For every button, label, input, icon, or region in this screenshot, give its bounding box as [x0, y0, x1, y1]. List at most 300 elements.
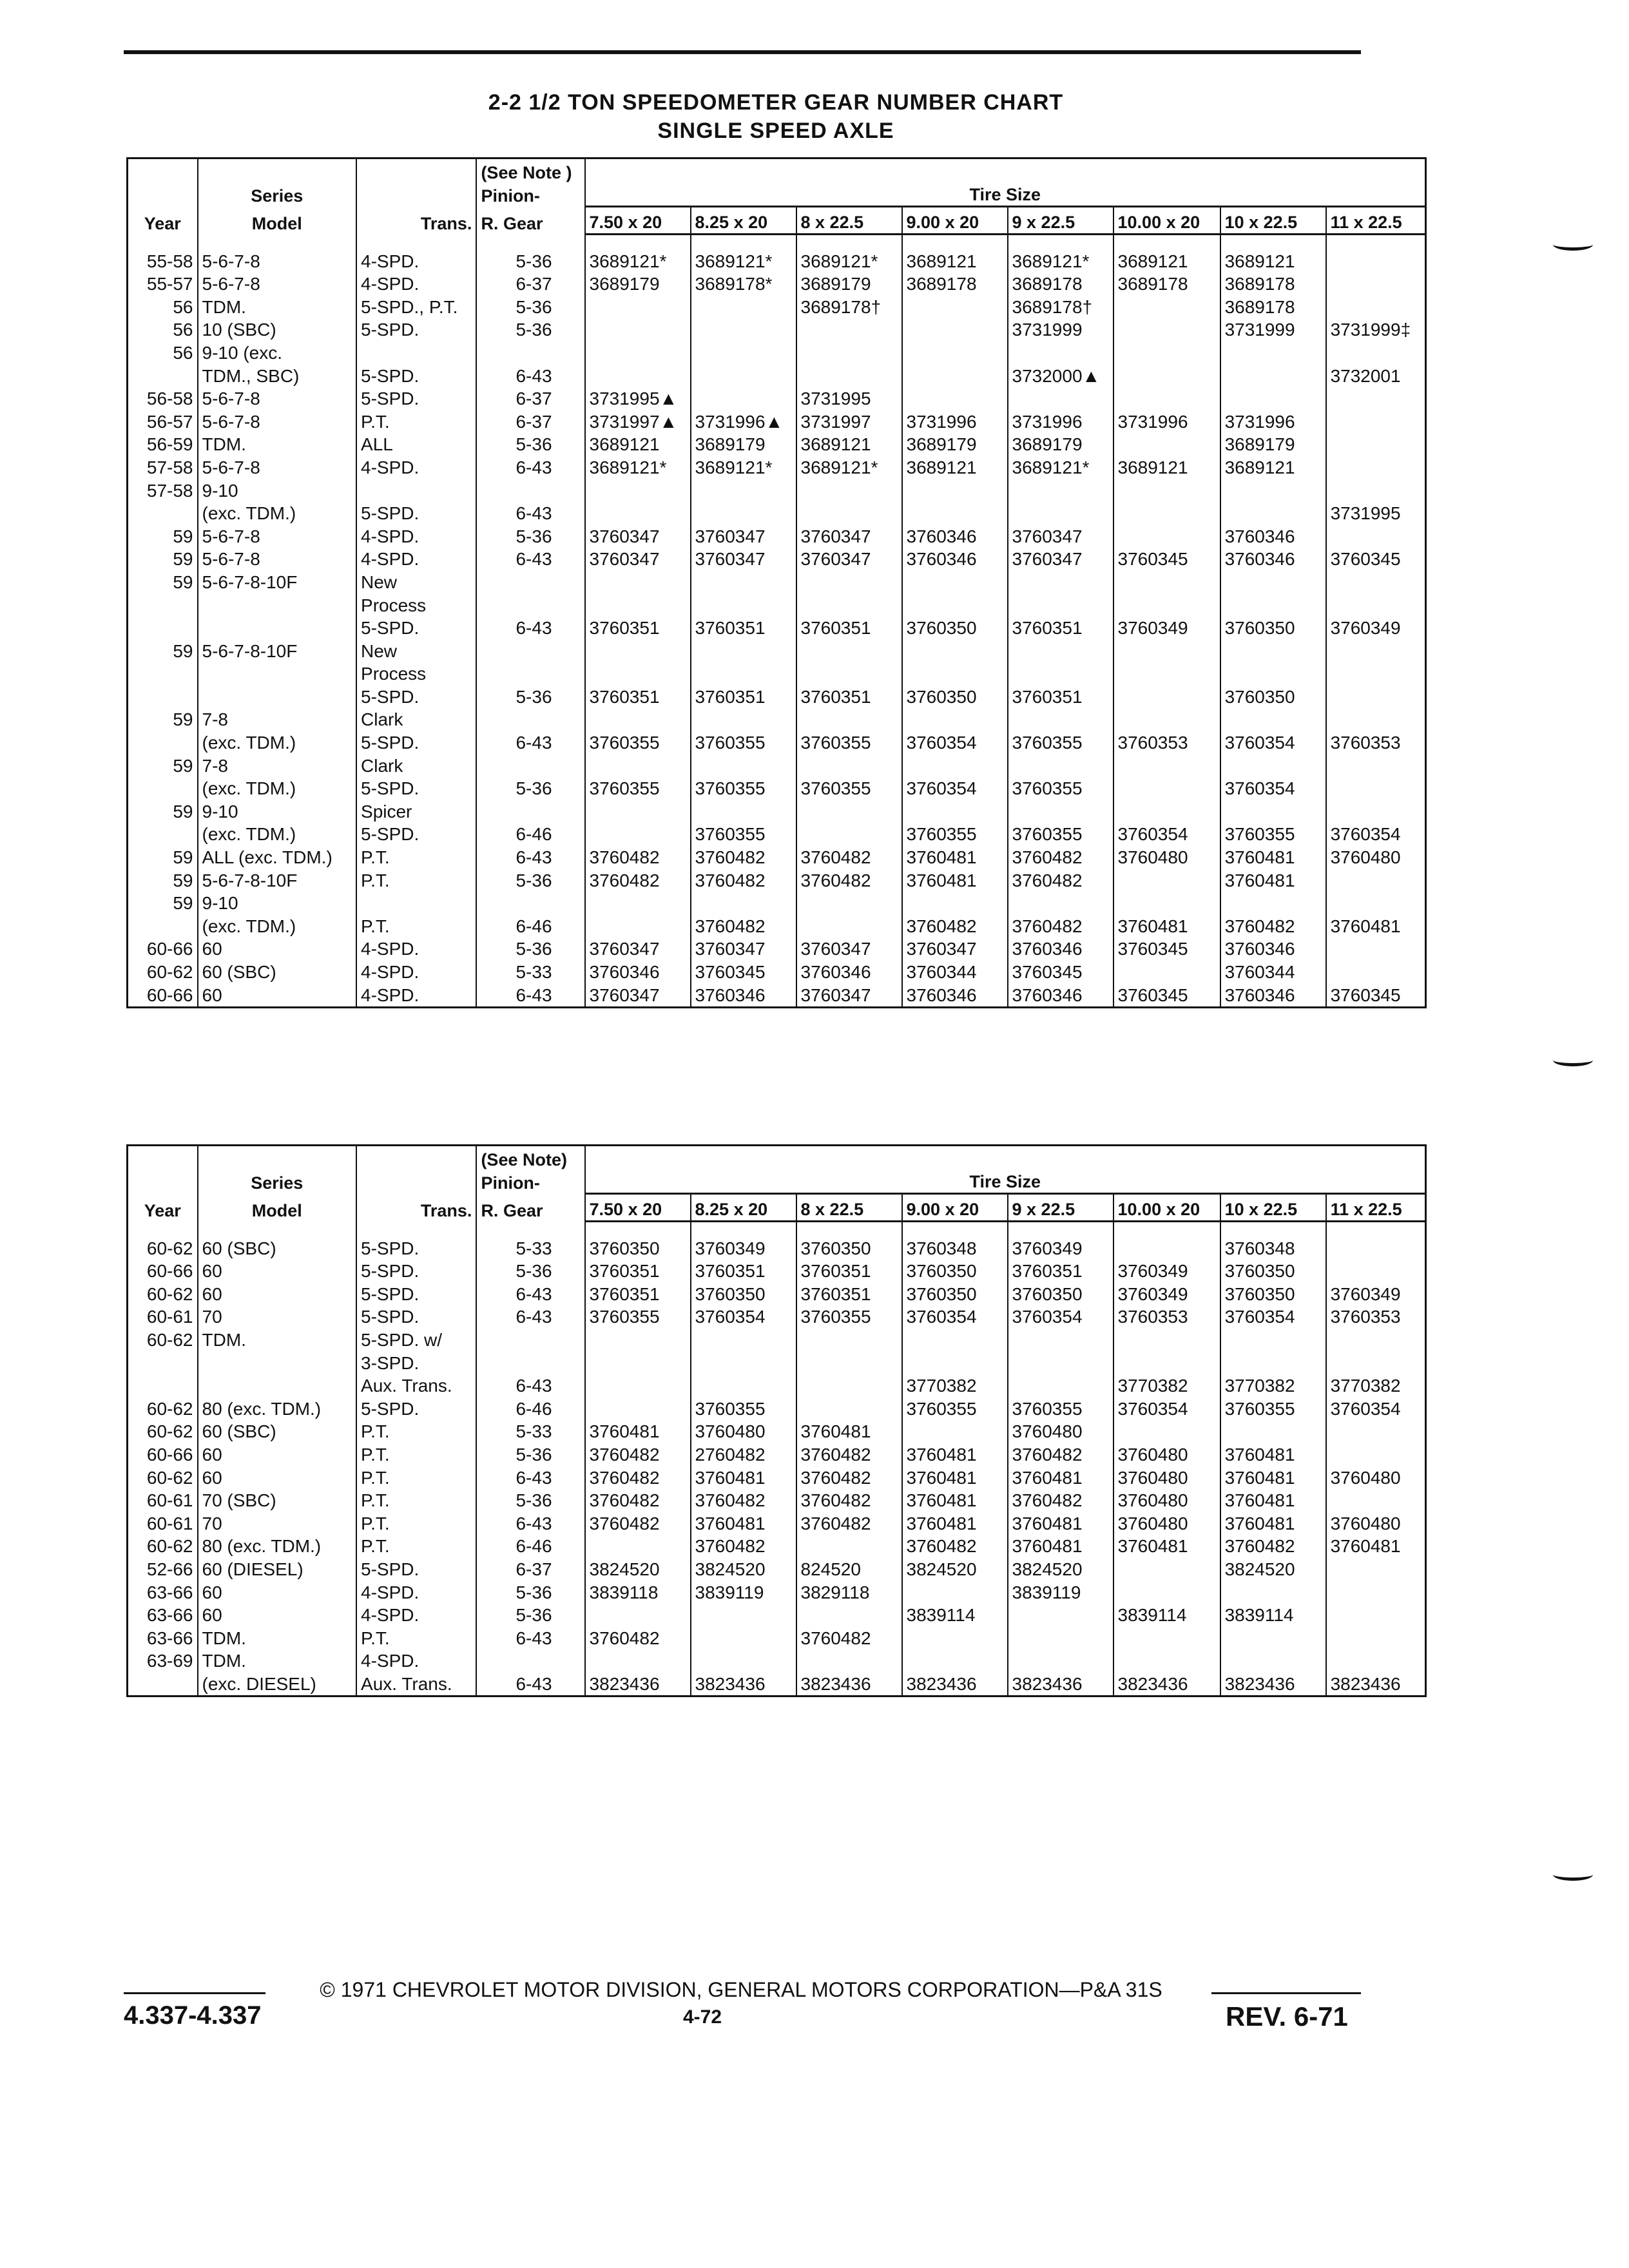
part-number-cell	[585, 708, 691, 731]
part-number-cell: 3760480	[1113, 1512, 1220, 1535]
part-number-cell	[902, 502, 1008, 525]
trans-cell	[356, 341, 476, 364]
tire-col-header: 7.50 x 20	[585, 1194, 691, 1222]
part-number-cell: 3760350	[1220, 617, 1326, 640]
part-number-cell: 3760355	[1220, 823, 1326, 846]
part-number-cell: 3760350	[1008, 1282, 1113, 1305]
table-row	[128, 593, 1426, 617]
model-cell: 9-10	[198, 892, 357, 915]
gear-ratio-cell: 6-43	[476, 617, 584, 640]
part-number-cell: 3760345	[1113, 548, 1220, 571]
part-number-cell	[1220, 708, 1326, 731]
part-number-cell: 3689178	[1220, 273, 1326, 296]
part-number-cell	[1326, 1420, 1426, 1443]
part-number-cell: 3770382	[1330, 1376, 1401, 1396]
trans-cell	[356, 892, 476, 915]
part-number-cell	[796, 593, 902, 617]
table-row	[128, 754, 1426, 777]
trans-cell: 5-SPD.	[356, 1236, 476, 1260]
trans-cell: Clark	[356, 754, 476, 777]
part-number-cell	[902, 1626, 1008, 1649]
part-number-cell: 3689121*	[796, 456, 902, 479]
part-number-cell	[1220, 387, 1326, 410]
part-number-cell: 3829118	[796, 1581, 902, 1604]
part-number-cell: 3760349	[1113, 617, 1220, 640]
gear-ratio-cell: 5-36	[476, 1489, 584, 1512]
part-number-cell: 3760355	[585, 731, 691, 754]
part-number-cell: 3760350	[585, 1236, 691, 1260]
page-title: 2-2 1/2 TON SPEEDOMETER GEAR NUMBER CHART	[488, 90, 1064, 115]
part-number-cell: 3689179	[691, 433, 796, 456]
model-cell: 70	[198, 1512, 357, 1535]
r-gear-header: R. Gear	[476, 1194, 584, 1222]
model-cell: 60	[198, 1443, 357, 1466]
trans-cell: 5-SPD.	[356, 777, 476, 800]
table-row	[128, 617, 1426, 640]
part-number-cell: 3760355	[691, 777, 796, 800]
gear-ratio-cell: 6-43	[476, 1672, 584, 1696]
tire-header-row	[128, 207, 1426, 235]
tire-size-header: Tire Size	[969, 185, 1041, 204]
part-number-cell: 3760482	[691, 1489, 796, 1512]
part-number-cell: 3760347	[796, 524, 902, 548]
table-row	[128, 502, 1426, 525]
table-row	[128, 1489, 1426, 1512]
trans-cell: 5-SPD.	[356, 823, 476, 846]
trans-cell: New	[356, 570, 476, 593]
part-number-cell	[1113, 433, 1220, 456]
trans-cell: 5-SPD.	[356, 1260, 476, 1283]
part-number-cell	[1220, 1328, 1326, 1351]
gear-ratio-cell: 5-36	[476, 1581, 584, 1604]
part-number-cell: 3760354	[1330, 1398, 1401, 1419]
part-number-cell	[1113, 777, 1220, 800]
table-row	[128, 708, 1426, 731]
year-cell: 60-66	[128, 1260, 198, 1283]
part-number-cell	[1326, 1557, 1426, 1581]
table-row	[128, 1351, 1426, 1374]
part-number-cell	[1113, 570, 1220, 593]
part-number-cell	[796, 708, 902, 731]
part-number-cell	[585, 662, 691, 686]
part-number-cell: 3689179	[902, 433, 1008, 456]
table-row	[128, 479, 1426, 502]
gear-ratio-cell: 6-46	[476, 823, 584, 846]
gear-ratio-cell: 5-33	[476, 960, 584, 983]
part-number-cell: 3760481	[691, 1466, 796, 1489]
part-number-cell	[691, 1374, 796, 1398]
part-number-cell: 3760481	[902, 1489, 1008, 1512]
trans-cell: 5-SPD.	[356, 731, 476, 754]
part-number-cell	[1008, 387, 1113, 410]
year-cell	[128, 823, 198, 846]
year-cell: 57-58	[128, 479, 198, 502]
table-row	[128, 433, 1426, 456]
trans-cell: 5-SPD.	[356, 1305, 476, 1329]
part-number-cell: 3760345	[1113, 983, 1220, 1007]
table-row	[128, 937, 1426, 961]
part-number-cell: 3760350	[1220, 1260, 1326, 1283]
year-cell	[128, 1672, 198, 1696]
year-cell: 59	[128, 892, 198, 915]
part-number-cell: 3760355	[796, 777, 902, 800]
part-number-cell: 3824520	[585, 1557, 691, 1581]
part-number-cell: 3760350	[902, 617, 1008, 640]
year-cell: 63-66	[128, 1604, 198, 1627]
tire-col-header: 8 x 22.5	[796, 1194, 902, 1222]
part-number-cell	[902, 593, 1008, 617]
gear-ratio-cell: 6-37	[476, 1557, 584, 1581]
part-number-cell	[902, 1649, 1008, 1673]
part-number-cell	[1008, 1626, 1113, 1649]
part-number-cell	[796, 639, 902, 662]
see-note-header: (See Note )	[476, 159, 584, 184]
gear-ratio-cell	[476, 662, 584, 686]
trans-cell: 5-SPD.	[356, 502, 476, 525]
part-number-cell	[1326, 662, 1426, 686]
part-number-cell: 3823436	[1008, 1672, 1113, 1696]
table-row	[128, 777, 1426, 800]
part-number-cell: 3760481	[691, 1512, 796, 1535]
part-number-cell: 3824520	[902, 1557, 1008, 1581]
trans-cell: Clark	[356, 708, 476, 731]
part-number-cell: 3824520	[691, 1557, 796, 1581]
table-2-body	[128, 1222, 1426, 1696]
part-number-cell: 3760347	[585, 983, 691, 1007]
part-number-cell	[1326, 960, 1426, 983]
part-number-cell: 3760354	[1008, 1305, 1113, 1329]
part-number-cell: 3760481	[1008, 1512, 1113, 1535]
part-number-cell	[1326, 800, 1426, 823]
trans-cell: 5-SPD.	[356, 1282, 476, 1305]
part-number-cell: 3760481	[1008, 1535, 1113, 1558]
part-number-cell: 3760481	[585, 1420, 691, 1443]
part-number-cell	[1326, 433, 1426, 456]
model-cell: 5-6-7-8	[198, 249, 357, 273]
table-row	[128, 524, 1426, 548]
model-cell: 5-6-7-8-10F	[198, 570, 357, 593]
model-cell: TDM.	[198, 1328, 357, 1351]
model-cell: 60	[198, 983, 357, 1007]
part-number-cell	[1220, 892, 1326, 915]
table-row	[128, 364, 1426, 387]
part-number-cell: 3731995▲	[585, 387, 691, 410]
part-number-cell	[902, 318, 1008, 341]
part-number-cell: 3732001	[1330, 365, 1401, 386]
gear-ratio-cell: 5-36	[476, 249, 584, 273]
trans-cell: 5-SPD.	[356, 1397, 476, 1420]
table-row	[128, 1512, 1426, 1535]
part-number-cell: 3760351	[585, 1260, 691, 1283]
section-number: 4.337-4.337	[124, 2001, 262, 2030]
part-number-cell: 3760346	[1220, 937, 1326, 961]
table-row	[128, 1535, 1426, 1558]
part-number-cell: 3760481	[902, 1512, 1008, 1535]
part-number-cell: 3760354	[902, 731, 1008, 754]
tire-col-header: 8 x 22.5	[796, 207, 902, 235]
gear-ratio-cell: 6-43	[476, 1282, 584, 1305]
gear-ratio-cell: 6-43	[476, 983, 584, 1007]
part-number-cell: 3760347	[796, 937, 902, 961]
part-number-cell: 3760481	[1008, 1466, 1113, 1489]
model-cell: 60	[198, 1282, 357, 1305]
part-number-cell: 3760351	[691, 685, 796, 708]
part-number-cell	[1113, 1420, 1220, 1443]
part-number-cell: 3689121	[1113, 249, 1220, 273]
table-row	[128, 456, 1426, 479]
part-number-cell: 3760346	[796, 960, 902, 983]
part-number-cell: 3760354	[1220, 777, 1326, 800]
part-number-cell	[585, 570, 691, 593]
gear-ratio-cell: 5-33	[476, 1236, 584, 1260]
trans-cell: Aux. Trans.	[356, 1374, 476, 1398]
table-row	[128, 731, 1426, 754]
model-cell: 5-6-7-8	[198, 548, 357, 571]
part-number-cell: 3760355	[902, 823, 1008, 846]
table-row	[128, 1305, 1426, 1329]
gear-ratio-cell: 6-43	[476, 502, 584, 525]
year-cell: 59	[128, 845, 198, 869]
part-number-cell	[691, 662, 796, 686]
part-number-cell: 3760482	[902, 1535, 1008, 1558]
year-cell: 55-57	[128, 273, 198, 296]
part-number-cell: 3760481	[1330, 916, 1401, 936]
part-number-cell: 3689121	[1113, 456, 1220, 479]
model-cell: 7-8	[198, 754, 357, 777]
part-number-cell	[1326, 524, 1426, 548]
gear-ratio-cell	[476, 593, 584, 617]
part-number-cell	[1326, 1626, 1426, 1649]
table-row	[128, 983, 1426, 1007]
part-number-cell: 3760346	[1008, 983, 1113, 1007]
part-number-cell: 3689121*	[1008, 456, 1113, 479]
part-number-cell: 3770382	[1220, 1374, 1326, 1398]
part-number-cell: 3760482	[796, 869, 902, 892]
year-cell	[128, 617, 198, 640]
part-number-cell: 3760346	[1220, 524, 1326, 548]
part-number-cell: 3760480	[1330, 1513, 1401, 1533]
part-number-cell: 3760351	[1008, 617, 1113, 640]
part-number-cell	[796, 341, 902, 364]
part-number-cell: 3760347	[796, 548, 902, 571]
model-cell: 60	[198, 937, 357, 961]
part-number-cell: 3760482	[691, 845, 796, 869]
part-number-cell: 3760481	[1330, 1536, 1401, 1557]
model-cell: 5-6-7-8	[198, 387, 357, 410]
table-row	[128, 1236, 1426, 1260]
part-number-cell: 3760347	[1008, 548, 1113, 571]
part-number-cell	[1326, 479, 1426, 502]
table-row	[128, 1557, 1426, 1581]
part-number-cell: 3689178	[1008, 273, 1113, 296]
part-number-cell: 3760480	[691, 1420, 796, 1443]
year-cell: 63-66	[128, 1581, 198, 1604]
part-number-cell	[902, 1581, 1008, 1604]
part-number-cell: 3689178†	[796, 295, 902, 318]
gear-ratio-cell: 5-36	[476, 777, 584, 800]
year-cell: 60-62	[128, 1420, 198, 1443]
year-cell	[128, 914, 198, 937]
table-row	[128, 387, 1426, 410]
part-number-cell: 3689121	[796, 433, 902, 456]
gear-ratio-cell: 5-36	[476, 1604, 584, 1627]
model-cell: TDM.	[198, 1649, 357, 1673]
part-number-cell: 3823436	[1330, 1673, 1401, 1694]
part-number-cell: 3689121	[902, 456, 1008, 479]
part-number-cell	[902, 662, 1008, 686]
part-number-cell: 3760482	[1220, 1535, 1326, 1558]
part-number-cell	[691, 570, 796, 593]
part-number-cell: 3760355	[691, 731, 796, 754]
part-number-cell: 3839114	[1113, 1604, 1220, 1627]
part-number-cell: 3760345	[1330, 985, 1401, 1005]
part-number-cell: 3760482	[691, 1535, 796, 1558]
gear-ratio-cell: 5-33	[476, 1420, 584, 1443]
trans-cell: ALL	[356, 433, 476, 456]
part-number-cell: 3839114	[902, 1604, 1008, 1627]
part-number-cell	[1008, 341, 1113, 364]
part-number-cell	[585, 341, 691, 364]
part-number-cell: 3760347	[796, 983, 902, 1007]
gear-ratio-cell	[476, 708, 584, 731]
part-number-cell	[902, 341, 1008, 364]
table-row	[128, 341, 1426, 364]
part-number-cell: 3732000▲	[1008, 364, 1113, 387]
part-number-cell	[691, 892, 796, 915]
model-cell: (exc. TDM.)	[198, 823, 357, 846]
part-number-cell	[796, 1328, 902, 1351]
table-row	[128, 1397, 1426, 1420]
part-number-cell	[796, 662, 902, 686]
part-number-cell	[585, 295, 691, 318]
part-number-cell: 3760482	[796, 1512, 902, 1535]
model-cell: (exc. TDM.)	[198, 777, 357, 800]
table-row	[128, 1328, 1426, 1351]
year-cell: 60-61	[128, 1512, 198, 1535]
part-number-cell: 3760345	[1330, 549, 1401, 570]
part-number-cell: 3760354	[1220, 731, 1326, 754]
year-cell: 59	[128, 639, 198, 662]
part-number-cell: 3760351	[585, 1282, 691, 1305]
year-cell: 60-62	[128, 1328, 198, 1351]
part-number-cell: 3760482	[585, 1512, 691, 1535]
model-cell: 5-6-7-8-10F	[198, 639, 357, 662]
part-number-cell: 3760481	[902, 845, 1008, 869]
part-number-cell	[585, 1374, 691, 1398]
binder-hole-mark	[1553, 1869, 1593, 1881]
part-number-cell	[796, 1535, 902, 1558]
year-cell: 59	[128, 800, 198, 823]
part-number-cell	[1113, 1328, 1220, 1351]
part-number-cell: 3760349	[1330, 1283, 1401, 1304]
part-number-cell	[796, 754, 902, 777]
part-number-cell: 3839114	[1220, 1604, 1326, 1627]
part-number-cell: 3760346	[1008, 937, 1113, 961]
year-cell: 60-62	[128, 1397, 198, 1420]
part-number-cell	[691, 639, 796, 662]
part-number-cell	[1113, 1351, 1220, 1374]
part-number-cell	[1008, 639, 1113, 662]
part-number-cell	[1008, 800, 1113, 823]
model-cell: TDM.	[198, 295, 357, 318]
part-number-cell	[1220, 364, 1326, 387]
part-number-cell: 3689121	[902, 249, 1008, 273]
year-cell: 55-58	[128, 249, 198, 273]
gear-ratio-cell	[476, 1649, 584, 1673]
tire-col-header: 11 x 22.5	[1326, 207, 1426, 235]
part-number-cell	[796, 364, 902, 387]
part-number-cell	[796, 1604, 902, 1627]
part-number-cell: 3760351	[691, 1260, 796, 1283]
trans-cell: 5-SPD.	[356, 617, 476, 640]
part-number-cell: 3731996	[902, 410, 1008, 433]
model-cell: (exc. TDM.)	[198, 502, 357, 525]
part-number-cell: 3760481	[902, 1466, 1008, 1489]
part-number-cell	[1113, 387, 1220, 410]
part-number-cell	[1326, 341, 1426, 364]
model-cell: 9-10	[198, 800, 357, 823]
part-number-cell: 3770382	[902, 1374, 1008, 1398]
table-row	[128, 295, 1426, 318]
part-number-cell: 3760354	[1330, 824, 1401, 845]
year-cell	[128, 777, 198, 800]
year-cell: 52-66	[128, 1557, 198, 1581]
part-number-cell: 3760349	[691, 1236, 796, 1260]
part-number-cell: 3760346	[691, 983, 796, 1007]
part-number-cell: 3760350	[1220, 1282, 1326, 1305]
trans-cell: 4-SPD.	[356, 456, 476, 479]
part-number-cell: 3760482	[796, 1626, 902, 1649]
gear-ratio-cell: 6-43	[476, 1466, 584, 1489]
trans-cell: 4-SPD.	[356, 960, 476, 983]
part-number-cell: 3760346	[902, 524, 1008, 548]
gear-ratio-cell: 6-37	[476, 273, 584, 296]
model-cell: TDM., SBC)	[198, 364, 357, 387]
trans-cell: Process	[356, 662, 476, 686]
model-cell: 5-6-7-8	[198, 524, 357, 548]
part-number-cell	[1008, 754, 1113, 777]
part-number-cell: 3760480	[1330, 847, 1401, 868]
year-cell: 60-66	[128, 937, 198, 961]
part-number-cell	[1113, 1581, 1220, 1604]
gear-ratio-cell	[476, 639, 584, 662]
tire-size-header: Tire Size	[969, 1172, 1041, 1191]
part-number-cell: 3760345	[691, 960, 796, 983]
pinion-header: Pinion-	[476, 184, 584, 207]
table-row	[128, 960, 1426, 983]
part-number-cell: 3760482	[1008, 1443, 1113, 1466]
part-number-cell: 3689121*	[585, 456, 691, 479]
year-cell: 63-69	[128, 1649, 198, 1673]
model-cell: (exc. TDM.)	[198, 731, 357, 754]
gear-ratio-cell: 6-43	[476, 456, 584, 479]
part-number-cell: 3731996	[1008, 410, 1113, 433]
part-number-cell: 3760481	[1220, 845, 1326, 869]
part-number-cell	[1326, 1260, 1426, 1283]
part-number-cell: 3760350	[902, 1260, 1008, 1283]
part-number-cell: 3760354	[902, 777, 1008, 800]
model-cell: 60	[198, 1260, 357, 1283]
top-rule	[124, 50, 1361, 54]
part-number-cell: 3760347	[902, 937, 1008, 961]
part-number-cell	[902, 479, 1008, 502]
part-number-cell: 3760481	[1113, 1535, 1220, 1558]
part-number-cell: 3839118	[585, 1581, 691, 1604]
part-number-cell	[691, 479, 796, 502]
model-cell: 5-6-7-8	[198, 273, 357, 296]
gear-ratio-cell: 5-36	[476, 433, 584, 456]
part-number-cell: 3760346	[902, 983, 1008, 1007]
